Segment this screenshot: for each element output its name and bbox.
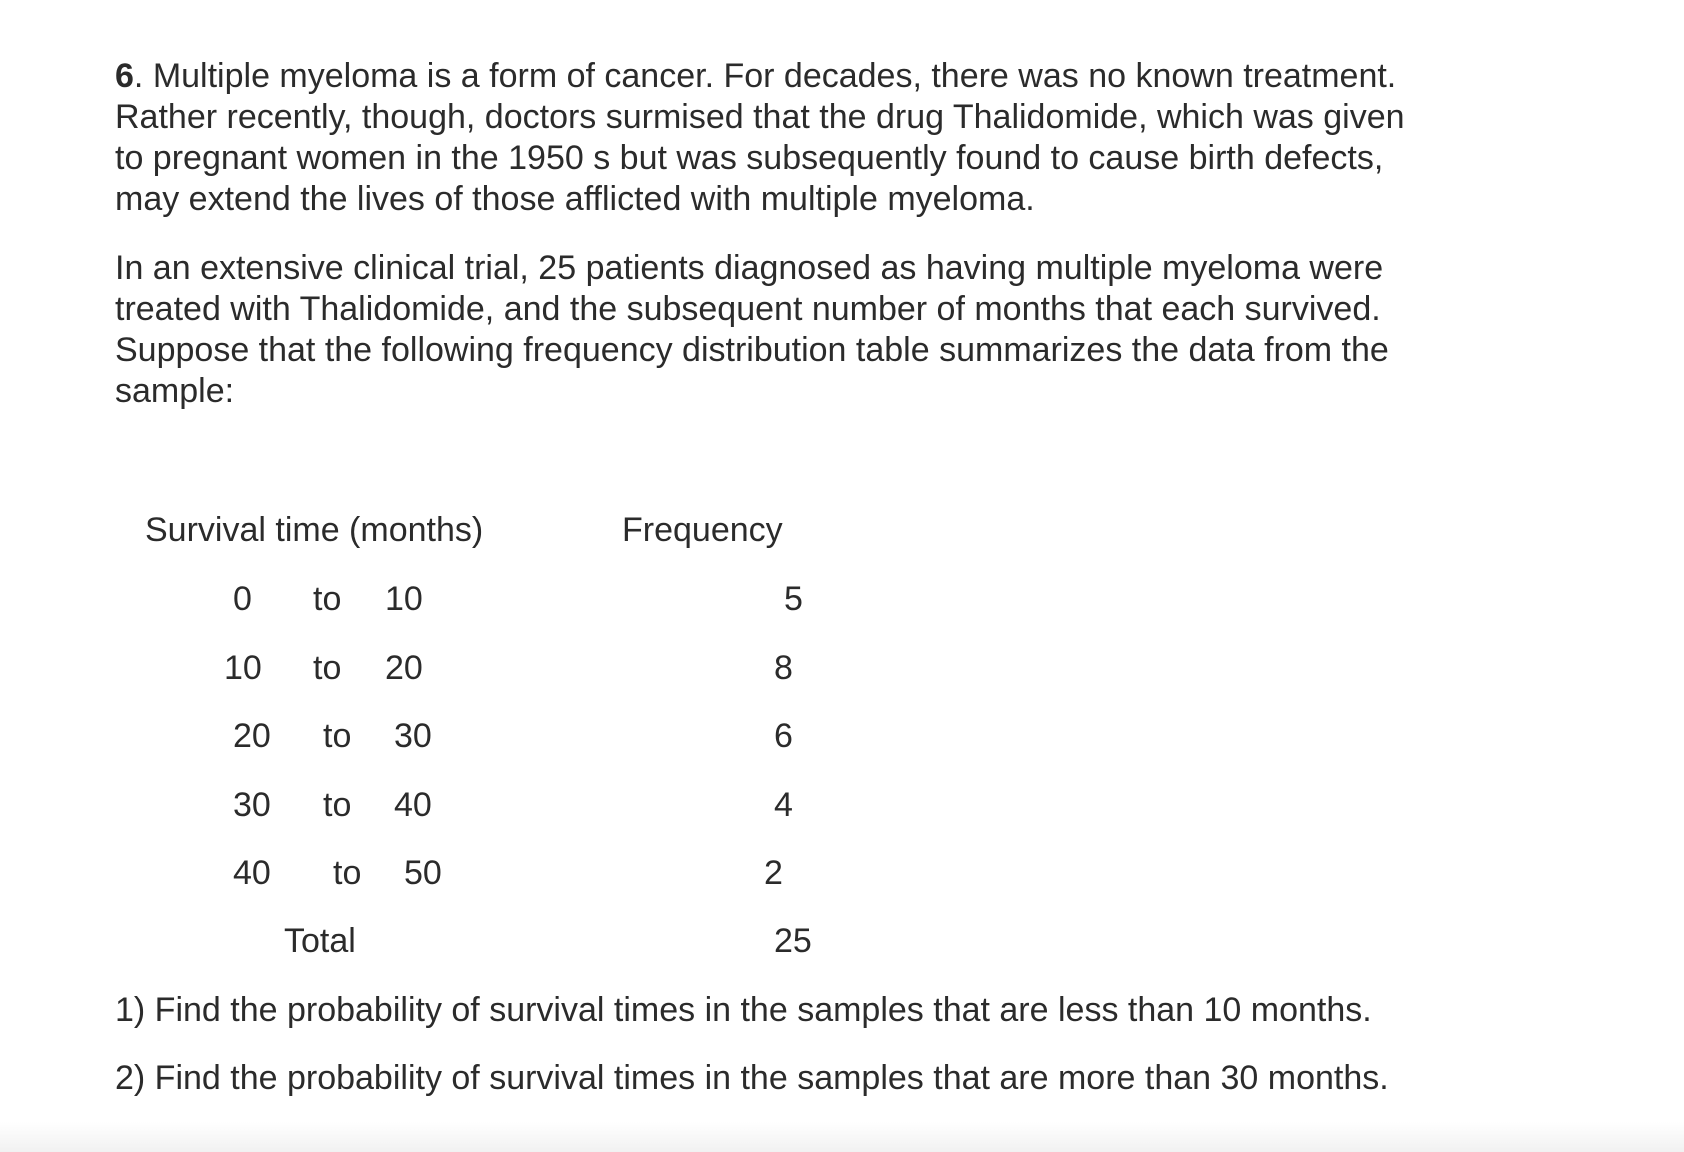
row-4-from: 30 bbox=[233, 786, 271, 824]
row-2-to-word: to bbox=[313, 649, 342, 687]
row-3-to: 30 bbox=[394, 717, 432, 755]
row-1-to-word: to bbox=[313, 580, 342, 618]
row-4-frequency: 4 bbox=[774, 786, 793, 824]
bottom-fade bbox=[0, 1122, 1684, 1152]
row-2-from: 10 bbox=[224, 649, 262, 687]
row-5-from: 40 bbox=[233, 854, 271, 892]
trial-line-2: treated with Thalidomide, and the subsequent number of months that each survived. bbox=[115, 290, 1381, 328]
trial-description bbox=[115, 248, 1535, 412]
total-value: 25 bbox=[774, 922, 812, 960]
row-4-to: 40 bbox=[394, 786, 432, 824]
row-3-frequency: 6 bbox=[774, 717, 793, 755]
question-number: 6 bbox=[115, 57, 134, 95]
row-3-to-word: to bbox=[323, 717, 352, 755]
intro-line-3: to pregnant women in the 1950 s but was subsequently found to cause birth defects, bbox=[115, 139, 1384, 177]
total-label: Total bbox=[284, 922, 356, 960]
question-intro bbox=[115, 56, 1535, 220]
row-5-to: 50 bbox=[404, 854, 442, 892]
trial-line-3: Suppose that the following frequency distribution table summarizes the data from the bbox=[115, 331, 1389, 369]
row-1-from: 0 bbox=[233, 580, 252, 618]
subquestion-2: 2) Find the probability of survival times in the samples that are more than 30 months. bbox=[115, 1059, 1389, 1097]
row-3-from: 20 bbox=[233, 717, 271, 755]
header-survival-time: Survival time (months) bbox=[145, 511, 484, 549]
trial-line-1: In an extensive clinical trial, 25 patients diagnosed as having multiple myeloma were bbox=[115, 249, 1384, 287]
row-2-frequency: 8 bbox=[774, 649, 793, 687]
intro-line-1: 6. Multiple myeloma is a form of cancer. For decades, there was no known treatment. bbox=[115, 57, 1397, 95]
header-frequency: Frequency bbox=[622, 511, 783, 549]
row-1-frequency: 5 bbox=[784, 580, 803, 618]
row-5-to-word: to bbox=[333, 854, 362, 892]
row-4-to-word: to bbox=[323, 786, 352, 824]
subquestion-1: 1) Find the probability of survival times in the samples that are less than 10 months. bbox=[115, 991, 1372, 1029]
trial-line-4: sample: bbox=[115, 372, 235, 410]
intro-line-2: Rather recently, though, doctors surmised that the drug Thalidomide, which was given bbox=[115, 98, 1405, 136]
intro-line-4: may extend the lives of those afflicted with multiple myeloma. bbox=[115, 180, 1035, 218]
row-5-frequency: 2 bbox=[764, 854, 783, 892]
row-2-to: 20 bbox=[385, 649, 423, 687]
row-1-to: 10 bbox=[385, 580, 423, 618]
